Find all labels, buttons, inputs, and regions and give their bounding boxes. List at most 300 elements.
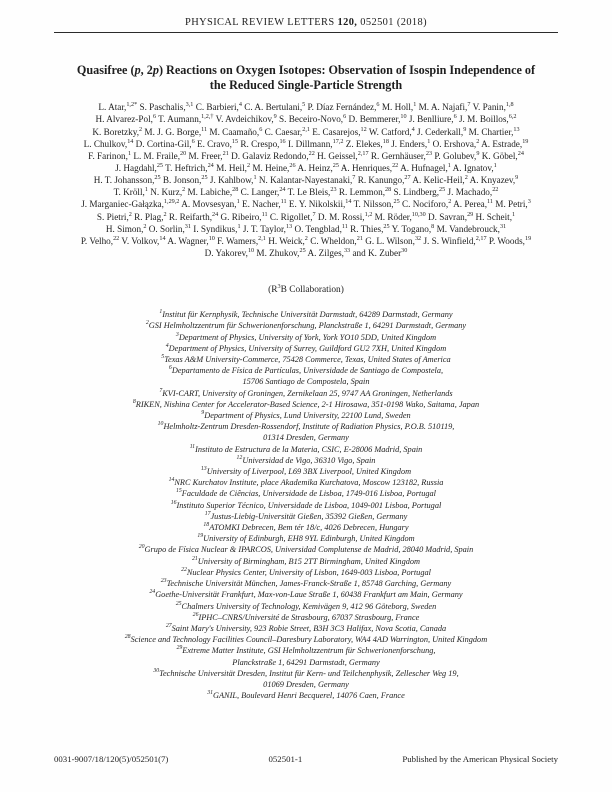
author-name [310,236,363,246]
author-name-text: C. A. Bertulani, [244,102,303,113]
author-affiliation-superscript: 1 [512,210,516,218]
text-segment: p [134,63,141,77]
author-name-text: A. Hufnagel, [400,162,448,173]
author-name-text: R. Gernhäuser, [370,150,426,161]
author-name [216,163,250,173]
author-name [240,139,285,149]
author-affiliation-superscript: 25 [383,222,390,230]
author-affiliation-superscript: 22 [308,149,315,157]
affiliation-line: $^{10}$Helmholtz-Zentrum Dresden-Rossendorf, Institute of Radiation Physics, P.O.B. 510119, [157,421,455,432]
affiliation-line: 15706 Santiago de Compostela, Spain [242,377,370,387]
affiliation-number: 23 [160,578,167,585]
author-name-text: J. Enders, [391,138,428,149]
author-name-text: E. Nacher, [241,199,281,210]
paper-title [54,63,558,92]
author-affiliation-superscript: 2 [246,161,251,169]
author-name-text: R. Thies, [350,223,384,234]
author-affiliation-superscript: 1 [236,198,240,206]
author-name-text: P. Woods, [488,235,525,246]
affiliation-number: 10 [157,421,164,428]
author-name [231,151,315,161]
author-name [205,248,255,258]
author-affiliation-superscript: 1,29,2 [163,198,180,206]
author-name-text: M. Caamaño, [209,126,260,137]
affiliation-line: $^{27}$Saint Mary's University, 923 Robie Street, B3H 3C3 Halifax, Nova Scotia, Canada [165,623,447,633]
author-affiliation-superscript: 3 [527,198,531,206]
author-line [54,235,558,247]
author-affiliation-superscript: 7 [312,210,316,218]
author-name-text: H. T. Johansson, [93,175,155,186]
page-footer [54,754,558,764]
affiliation-line: $^{11}$Instituto de Estructura de la Materia, CSIC, E-28006 Madrid, Spain [189,443,423,454]
author-name-text: W. Catford, [368,126,412,137]
author-name-text: D. Cortina-Gil, [135,138,192,149]
author-affiliation-superscript: 22 [392,161,399,169]
author-affiliation-superscript: 14 [159,234,166,242]
author-name [217,236,266,246]
affiliation-number: 2 [145,320,149,327]
author-name [163,175,208,185]
author-affiliation-superscript: 3,1 [185,101,194,109]
affiliation-number: 16 [170,499,177,506]
page-content [54,0,558,701]
author-name-text: F. Wamers, [217,235,259,246]
author-line [54,247,558,259]
author-line [54,138,558,150]
author-affiliation-superscript: 1 [447,161,451,169]
affiliation-number: 4 [165,343,169,350]
author-name-text: C. Rigollet, [269,211,313,222]
author-affiliation-superscript: 23 [425,149,433,157]
author-name [346,139,389,149]
author-name-text: M. J. G. Borge, [144,126,202,137]
author-name [115,163,163,173]
author-line [54,198,558,210]
author-affiliation-superscript: 2 [304,234,308,242]
author-name-text: A. Ignatov, [452,162,494,173]
author-name-text: D. M. Rossi, [317,211,365,222]
author-name-text: P. Velho, [80,235,114,246]
author-name-text: M. Chartier, [468,126,514,137]
author-name [352,248,407,258]
affiliation-number: 8 [132,399,136,406]
author-name [409,114,457,124]
author-name-text: S. Lindberg, [393,187,440,198]
author-name [210,175,257,185]
author-name-text: D. Yakorev, [204,248,248,259]
header-rule [54,32,558,33]
title-line [54,63,558,78]
author-name [121,236,165,246]
author-name-text: S. Paschalis, [139,102,186,113]
author-name [256,248,305,258]
author-name [448,187,499,197]
author-name-text: R. Crespo, [240,138,280,149]
author-name-text: J. Machado, [447,187,493,198]
author-affiliation-superscript: 2 [163,210,167,218]
author-name-text: D. Galaviz Redondo, [231,150,309,161]
author-affiliation-superscript: 2 [139,125,143,133]
author-name-text: F. Farinon, [88,150,128,161]
author-name [375,212,426,222]
author-name [88,151,131,161]
author-name-text: J. Hagdahl, [115,162,157,173]
author-name-text: M. Heil, [216,162,247,173]
affiliation-number: 12 [236,455,243,462]
author-affiliation-superscript: 25 [299,247,306,254]
affiliation-number: 3 [175,331,179,338]
affiliation-line: $^4$Department of Physics, University of Surrey, Guildford GU2 7XH, United Kingdom [165,343,447,353]
affiliation-number: 15 [176,488,182,495]
author-affiliation-superscript: 22 [113,234,120,242]
author-affiliation-superscript: 11 [201,125,208,133]
author-affiliation-superscript: 5 [302,101,306,109]
author-name-text: R. Kanungo, [357,175,405,186]
title-line [54,78,558,93]
author-name-text: H. Alvarez-Pol, [95,114,153,125]
author-name-text: V. Volkov, [121,235,160,246]
author-line [54,162,558,174]
author-name [419,102,471,112]
affiliation-number: 6 [168,365,172,372]
author-name-text: L. Chulkov, [83,138,128,149]
author-name [358,175,411,185]
author-affiliation-superscript: 9 [476,149,480,157]
author-name [288,187,337,197]
author-affiliation-superscript: 10 [208,234,215,242]
author-affiliation-superscript: 6 [191,137,195,145]
author-line [54,223,558,235]
author-affiliation-superscript: 20 [180,149,187,157]
affiliation-line: $^{15}$Faculdade de Ciências, Universidade de Lisboa, 1749-016 Lisboa, Portugal [176,488,436,499]
text-segment: B Collaboration) [280,285,344,296]
author-name [307,248,350,258]
affiliation-line: $^9$Department of Physics, Lund University, 22100 Lund, Sweden [201,410,411,421]
affiliation-number: 13 [200,466,207,473]
author-name-text: M. Petri, [495,199,528,210]
author-affiliation-superscript: 6 [376,101,380,109]
author-name-text: I. Dillmann, [287,138,333,149]
author-name [437,224,507,234]
author-name-text: T. Heftrich, [165,162,208,173]
author-name [150,187,185,197]
author-affiliation-superscript: 2 [143,222,147,230]
author-name [158,114,213,124]
affiliation-line: $^2$GSI Helmholtzzentrum für Schwerionenforschung, Planckstraße 1, 64291 Darmstadt, Germany [145,320,467,331]
author-name-text: C. Langer, [240,187,280,198]
author-affiliation-superscript: 7 [467,101,471,109]
author-affiliation-superscript: 25 [156,161,163,169]
author-name [453,199,493,209]
author-affiliation-superscript: 13 [513,125,520,133]
author-name-text: S. Beceiro-Novo, [279,114,344,125]
author-affiliation-superscript: 1 [237,222,241,230]
author-name [181,199,239,209]
author-affiliation-superscript: 2,17 [357,149,369,157]
author-name [371,151,432,161]
author-name-text: P. Golubev, [434,150,477,161]
affiliation-line: $^5$Texas A&M University-Commerce, 75428 Commerce, Texas, United States of America [161,354,451,365]
author-name [270,212,316,222]
author-line [54,174,558,186]
author-name [423,236,486,246]
author-affiliation-superscript: 9 [515,174,519,182]
affiliation-number: 24 [149,589,156,596]
author-name [459,114,517,124]
author-affiliation-superscript: 1 [127,149,132,157]
author-name-text: N. Kurz, [150,187,183,198]
affiliation-number: 21 [191,555,198,562]
author-name [339,187,391,197]
author-affiliation-superscript: 1 [427,137,431,145]
affiliation-line: $^{29}$Extreme Matter Institute, GSI Helmholtzzentrum für Schwerionenforschung, [176,645,436,656]
author-name-text: M. Freer, [188,150,223,161]
author-name-text: H. Simon, [105,223,144,234]
author-affiliation-superscript: 30 [401,247,408,254]
author-name [394,187,446,197]
author-name [114,187,148,197]
affiliation-number: 7 [159,387,163,394]
author-name [133,151,186,161]
author-name-text: C. Wheldon, [310,235,357,246]
author-affiliation-superscript: 1 [253,174,257,182]
author-affiliation-superscript: 6 [152,113,157,121]
author-name [196,102,242,112]
author-name-text: E. Y. Nikolskii, [288,199,346,210]
author-affiliation-superscript: 21 [222,149,229,157]
author-name [391,139,430,149]
author-name-text: A. Movsesyan, [181,199,237,210]
author-name-text: R. Lemmon, [338,187,386,198]
affiliation-line: $^{25}$Chalmers University of Technology, Kemivägen 9, 412 96 Göteborg, Sweden [175,600,437,611]
author-affiliation-superscript: 11 [280,198,287,206]
affiliation-line: $^{18}$ATOMKI Debrecen, Bem tér 18/c, 4026 Debrecen, Hungary [203,522,409,533]
author-name [400,163,451,173]
author-name [473,102,514,112]
author-affiliation-superscript: 1,2,† [201,113,214,121]
author-name [94,175,161,185]
author-name [417,127,466,137]
affiliation-line: $^{20}$Grupo de Física Nuclear & IPARCOS, Universidad Complutense de Madrid, 28040 Madrid, Spain [138,544,474,555]
author-name [318,212,372,222]
author-name [412,175,467,185]
author-name [348,114,406,124]
affiliation-list [54,309,558,701]
author-affiliation-superscript: 27 [404,174,411,182]
text-segment: 120, [337,17,358,28]
author-affiliation-superscript: 25 [439,186,446,194]
affiliation-line: $^3$Department of Physics, University of York, York YO10 5DD, United Kingdom [175,331,437,342]
author-name-text: Y. Togano, [391,223,432,234]
author-name [197,139,238,149]
author-name [279,114,346,124]
affiliation-line: $^{19}$University of Edinburgh, EH8 9YL Edinburgh, United Kingdom [197,533,415,544]
author-affiliation-superscript: 13 [285,222,293,230]
author-affiliation-superscript: 2,17 [475,234,487,242]
affiliation-number: 5 [161,354,165,361]
author-name [341,163,398,173]
author-name-text: D. Savran, [428,211,468,222]
affiliation-number: 25 [175,600,182,607]
author-name [350,224,389,234]
author-name [268,236,308,246]
author-name-text: Z. Elekes, [345,138,383,149]
author-affiliation-superscript: 2,1 [302,125,310,133]
author-name-text: D. Bemmerer, [348,114,401,125]
author-line [54,126,558,138]
author-name [241,187,286,197]
author-name [402,199,451,209]
author-name [136,139,195,149]
author-affiliation-superscript: 14 [345,198,352,206]
author-name [92,127,142,137]
text-segment: , 2 [140,63,153,77]
affiliation-number: 1 [159,309,163,316]
author-affiliation-superscript: 31 [499,222,507,230]
author-line [54,186,558,198]
author-name [495,199,531,209]
author-affiliation-superscript: 31 [184,222,191,230]
author-affiliation-superscript: 12 [360,125,367,133]
text-segment: (R [268,285,278,296]
author-name [312,127,366,137]
affiliation-number: 11 [189,443,196,450]
author-name [189,151,229,161]
author-affiliation-superscript: 2 [476,137,480,145]
author-name-text: M. Vandebrouck, [436,223,500,234]
affiliation-line: $^1$Institut für Kernphysik, Technische Universität Darmstadt, 64289 Darmstadt, Germany [159,309,453,320]
affiliation-number: 14 [168,477,175,484]
affiliation-line: $^{23}$Technische Universität München, James-Franck-Straße 1, 85748 Garching, Germany [160,578,452,589]
text-segment: the Reduced Single-Particle Strength [209,77,403,92]
author-affiliation-superscript: 2 [182,186,186,194]
author-line [54,113,558,125]
author-name-text: E. Cravo, [196,138,232,149]
author-name [81,236,119,246]
author-name [106,224,147,234]
author-name-text: C. Nociforo, [402,199,449,210]
author-affiliation-superscript: 8 [431,222,435,230]
author-name-text: O. Tengblad, [294,223,342,234]
affiliation-number: 26 [192,611,199,618]
affiliation-line: 01314 Dresden, Germany [263,433,349,443]
author-name-text: L. M. Fraile, [133,150,181,161]
author-affiliation-superscript: 15 [231,137,239,145]
author-name [489,236,531,246]
author-affiliation-superscript: 26 [289,161,296,169]
author-name-text: J. Benlliure, [408,114,454,125]
author-name [139,102,193,112]
text-segment: PHYSICAL REVIEW LETTERS [185,17,338,28]
affiliation-number: 19 [197,533,204,540]
author-affiliation-superscript: 11 [341,222,348,230]
author-affiliation-superscript: 25 [154,174,161,182]
author-name-text: M. Zhukov, [256,248,300,259]
author-name [476,212,516,222]
author-affiliation-superscript: 1,2 [364,210,373,218]
author-name-text: B. Jonson, [162,175,202,186]
author-affiliation-superscript: 2 [448,198,452,206]
author-name [221,212,268,222]
author-name-text: M. Heine, [252,162,290,173]
author-name [382,102,417,112]
author-name-text: J. S. Winfield, [423,235,476,246]
author-affiliation-superscript: 6,2 [508,113,517,121]
author-affiliation-superscript: 1 [144,186,148,194]
affiliation-line: $^{26}$IPHC–CNRS/Université de Strasbourg, 67037 Strasbourg, France [192,611,420,622]
author-name-text: and K. Zuber [352,248,402,259]
author-affiliation-superscript: 19 [524,234,532,242]
author-affiliation-superscript: 1 [493,161,497,169]
author-name-text: O. Sorlin, [148,223,185,234]
author-affiliation-superscript: 29 [467,210,474,218]
author-name [265,127,310,137]
journal-header [54,0,558,28]
author-name-text: J. Kahlbow, [209,175,254,186]
author-name-text: T. Nilsson, [353,199,394,210]
author-affiliation-superscript: 7 [352,174,356,182]
text-segment: ) Reactions on Oxygen Isotopes: Observation of Isospin Independence of [158,63,536,77]
author-name [165,163,214,173]
author-name-text: J. Marganiec-Gałązka, [81,199,164,210]
affiliation-number: 17 [204,511,211,518]
author-affiliation-superscript: 23 [330,186,337,194]
author-affiliation-superscript: 6 [453,113,457,121]
author-affiliation-superscript: 24 [212,210,219,218]
author-affiliation-superscript: 4 [411,125,415,133]
affiliation-number: 20 [138,544,145,551]
author-name-text: E. Casarejos, [312,126,361,137]
affiliation-number: 29 [176,645,183,652]
author-name-text: T. Le Bleis, [287,187,331,198]
affiliation-line: $^{13}$University of Liverpool, L69 3BX Liverpool, United Kingdom [200,466,412,477]
author-name-text: O. Ershova, [432,138,477,149]
author-name-text: K. Göbel, [481,150,518,161]
affiliation-line: $^8$RIKEN, Nishina Center for Accelerator-Based Science, 2-1 Hirosawa, 351-0198 Wako, Saitama, Japan [132,399,480,409]
author-affiliation-superscript: 14 [127,137,134,145]
author-name-text: A. Estrade, [481,138,523,149]
author-name-text: A. Knyazev, [469,175,516,186]
author-affiliation-superscript: 32 [414,234,422,242]
author-name-text: A. Zilges, [307,248,344,259]
author-affiliation-superscript: 9 [273,113,277,121]
affiliation-line: $^{21}$University of Birmingham, B15 2TT Birmingham, United Kingdom [191,555,421,566]
author-line [54,101,558,113]
author-name [365,236,421,246]
author-name-text: M. Röder, [374,211,412,222]
author-name [469,127,520,137]
author-affiliation-superscript: 10 [247,247,255,254]
author-name [288,139,343,149]
affiliation-number: 30 [153,667,160,674]
author-name [244,102,305,112]
affiliation-line: Planckstraße 1, 64291 Darmstadt, Germany [232,657,380,667]
author-name-text: J. M. Boillos, [458,114,509,125]
author-name-text: V. Avdeichikov, [215,114,274,125]
affiliation-line: $^6$Departamento de Física de Partículas, Universidade de Santiago de Compostela, [168,365,444,376]
author-affiliation-superscript: 25 [201,174,208,182]
author-name [167,236,215,246]
author-name-text: I. Syndikus, [193,223,238,234]
author-name [84,139,134,149]
author-name-text: S. Pietri, [96,211,129,222]
author-affiliation-superscript: 11 [487,198,493,206]
author-name [294,224,347,234]
author-name [209,127,262,137]
author-affiliation-superscript: 2 [464,174,468,182]
author-affiliation-superscript: 4 [238,101,242,109]
author-name [317,151,368,161]
